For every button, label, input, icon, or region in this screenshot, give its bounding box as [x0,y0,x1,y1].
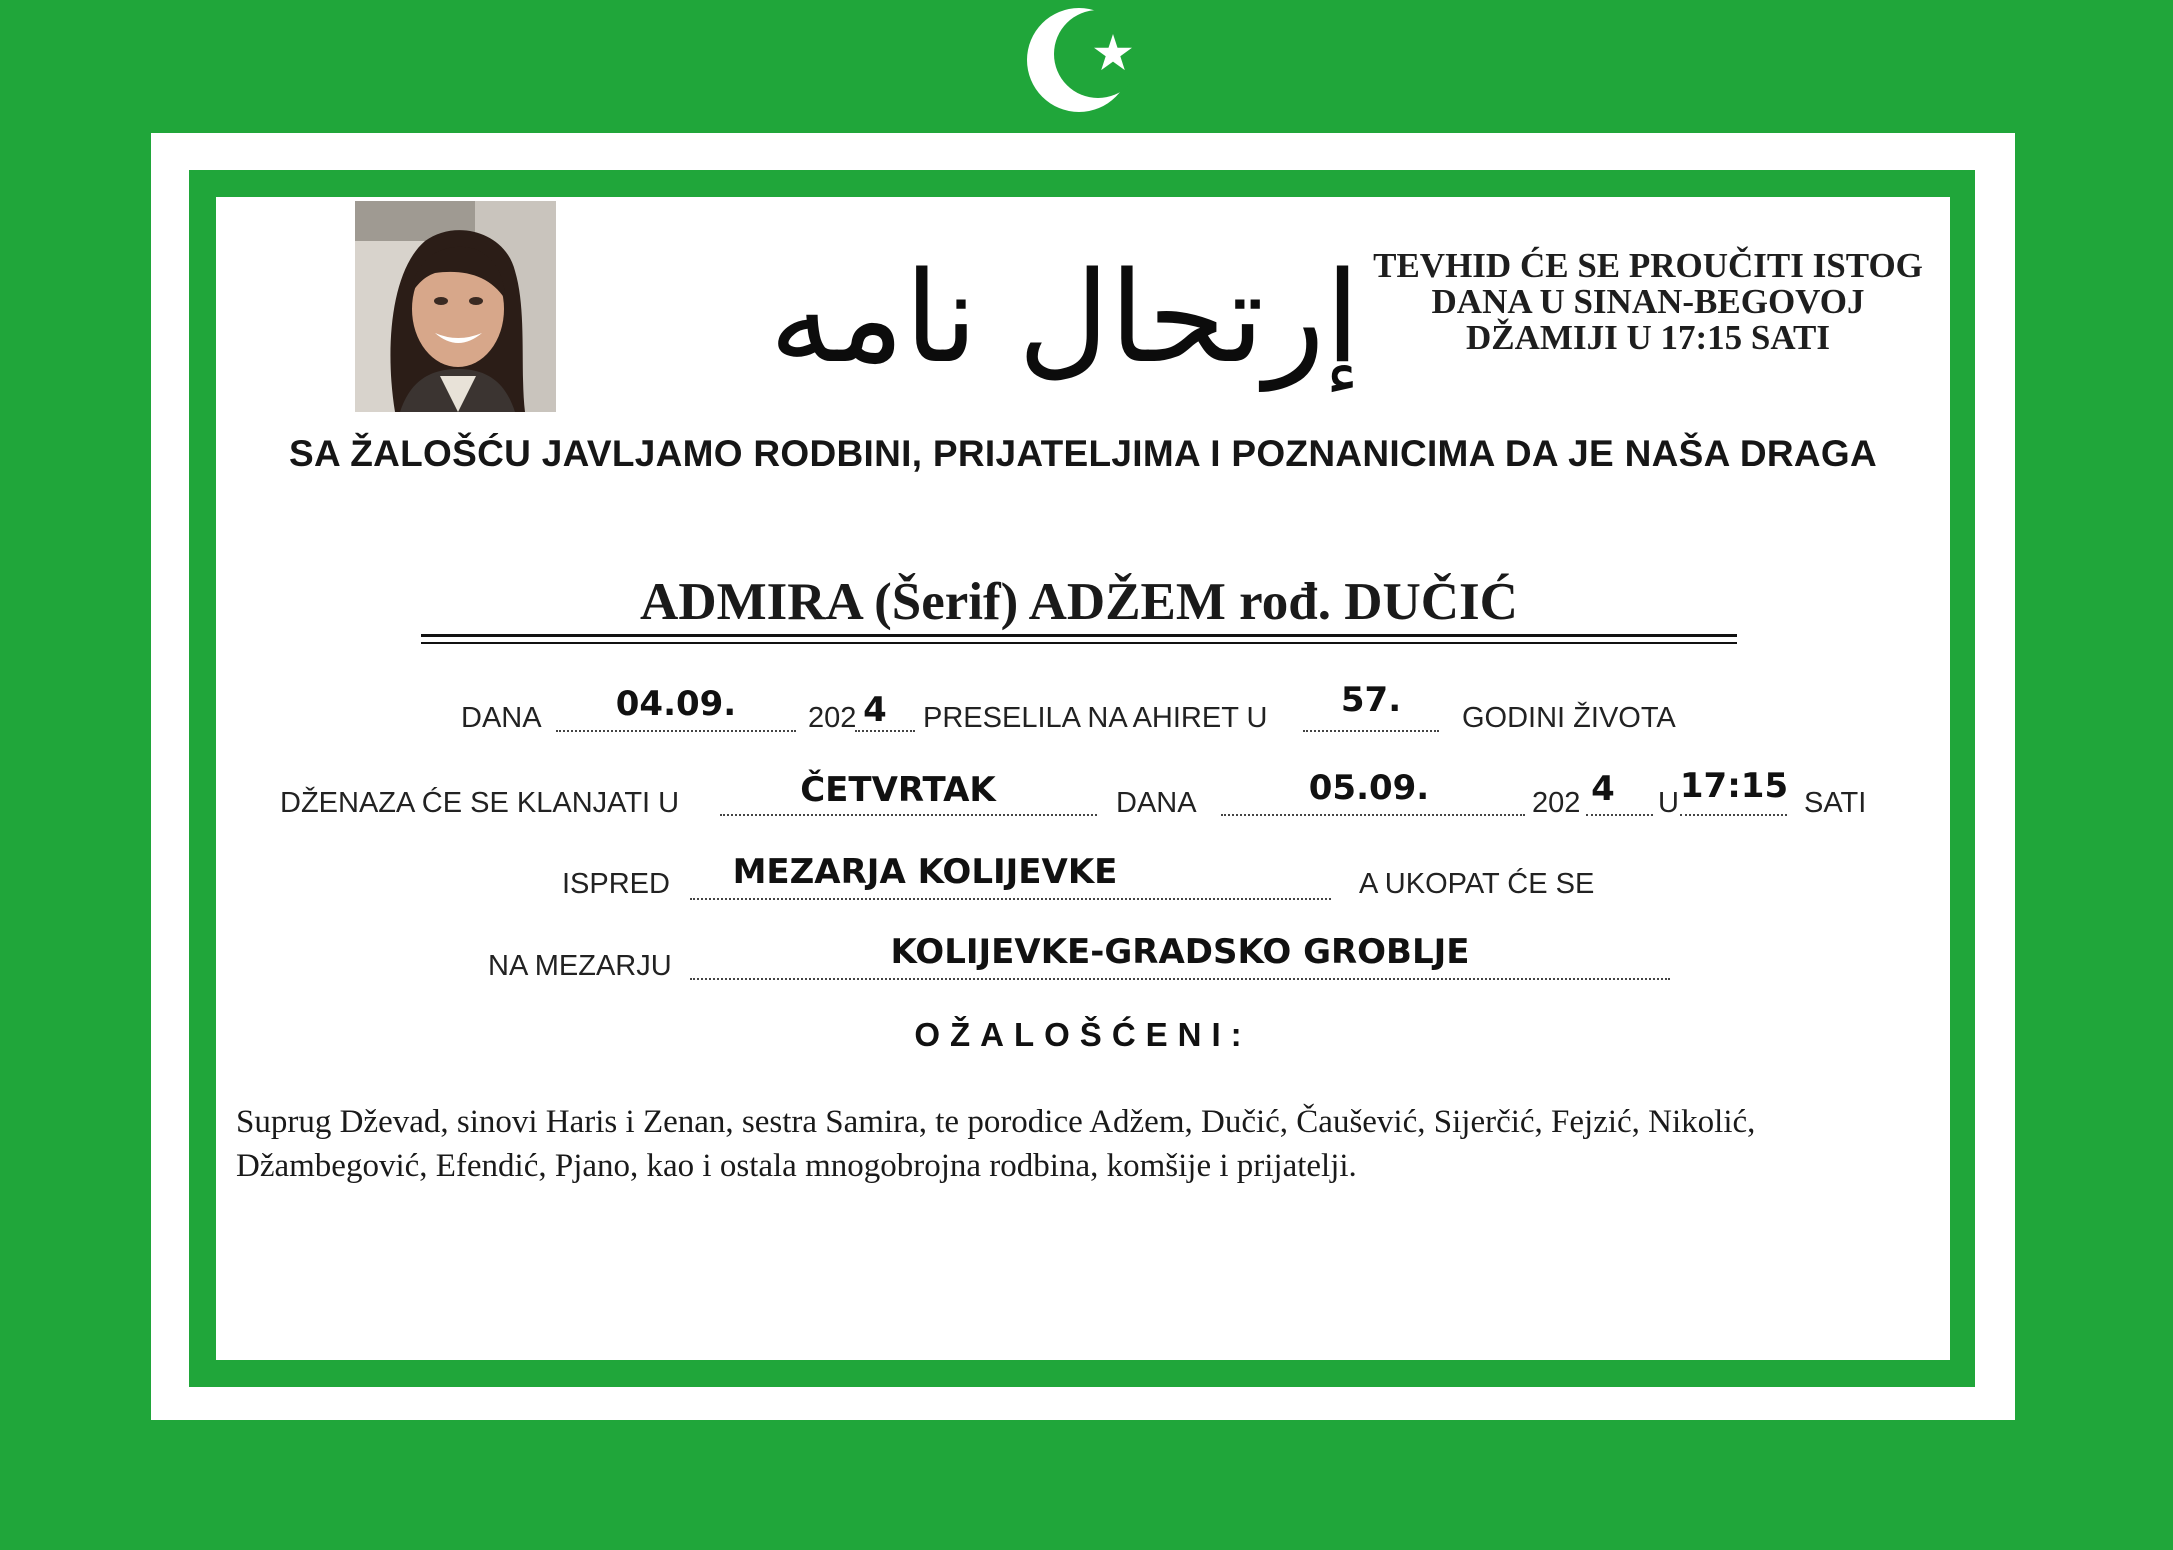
crescent-star-icon [1019,0,1139,120]
sati-label: SATI [1804,787,1867,819]
age-value: 57. [1340,680,1402,720]
tevhid-line-2: DANA U SINAN-BEGOVOJ [1431,282,1865,321]
arabic-title: إرتحال نامه [769,244,1360,391]
tevhid-line-1: TEVHID ĆE SE PROUČITI ISTOG [1373,246,1923,285]
tevhid-line-3: DŽAMIJI U 17:15 SATI [1466,318,1830,357]
funeral-date: 05.09. [1308,768,1430,808]
cemetery-dots [690,978,1670,980]
cemetery-value: KOLIJEVKE-GRADSKO GROBLJE [890,932,1470,972]
ukopat-label: A UKOPAT ĆE SE [1359,868,1595,900]
portrait-photo [355,201,556,412]
funeral-dana-label: DANA [1116,787,1197,819]
death-date-dots [556,730,796,732]
announcement-text: SA ŽALOŠĆU JAVLJAMO RODBINI, PRIJATELJIMA I POZNANICIMA DA JE NAŠA DRAGA [288,433,1877,474]
dana-label: DANA [461,702,542,734]
year-prefix: 202 [808,702,857,734]
mourners-title: OŽALOŠĆENI: [914,1016,1252,1053]
place-dots [690,898,1331,900]
funeral-year-prefix: 202 [1532,787,1581,819]
na-mezarju-label: NA MEZARJU [488,950,672,982]
dzenaza-label: DŽENAZA ĆE SE KLANJATI U [280,787,680,819]
funeral-year-dots [1586,814,1653,816]
tevhid-notice [1348,248,1948,356]
ispred-label: ISPRED [562,868,670,900]
funeral-time-dots [1680,814,1787,816]
name-underline-top [421,634,1737,637]
u-label: U [1658,787,1679,819]
funeral-time: 17:15 [1679,766,1789,806]
funeral-day: ČETVRTAK [800,770,996,810]
funeral-date-dots [1221,814,1525,816]
mourners-list: Suprug Dževad, sinovi Haris i Zenan, sestra Samira, te porodice Adžem, Dučić, Čaušević, Sijerčić, Fejzić, Nikolić, Džambegović, Efendić, Pjano, kao i ostala mnogobrojna rodbina, komšije i prijatelji. [236,1104,1756,1184]
death-year-dots [855,730,915,732]
name-underline-bottom [421,642,1737,644]
funeral-day-dots [720,814,1097,816]
godini-label: GODINI ŽIVOTA [1462,702,1676,734]
deceased-name: ADMIRA (Šerif) ADŽEM rođ. DUČIĆ [640,573,1518,631]
funeral-year-digit: 4 [1591,769,1615,809]
age-dots [1303,730,1439,732]
preselila-label: PRESELILA NA AHIRET U [923,702,1268,734]
place-value: MEZARJA KOLIJEVKE [732,852,1118,892]
death-year-digit: 4 [863,690,887,730]
death-date: 04.09. [615,684,737,724]
